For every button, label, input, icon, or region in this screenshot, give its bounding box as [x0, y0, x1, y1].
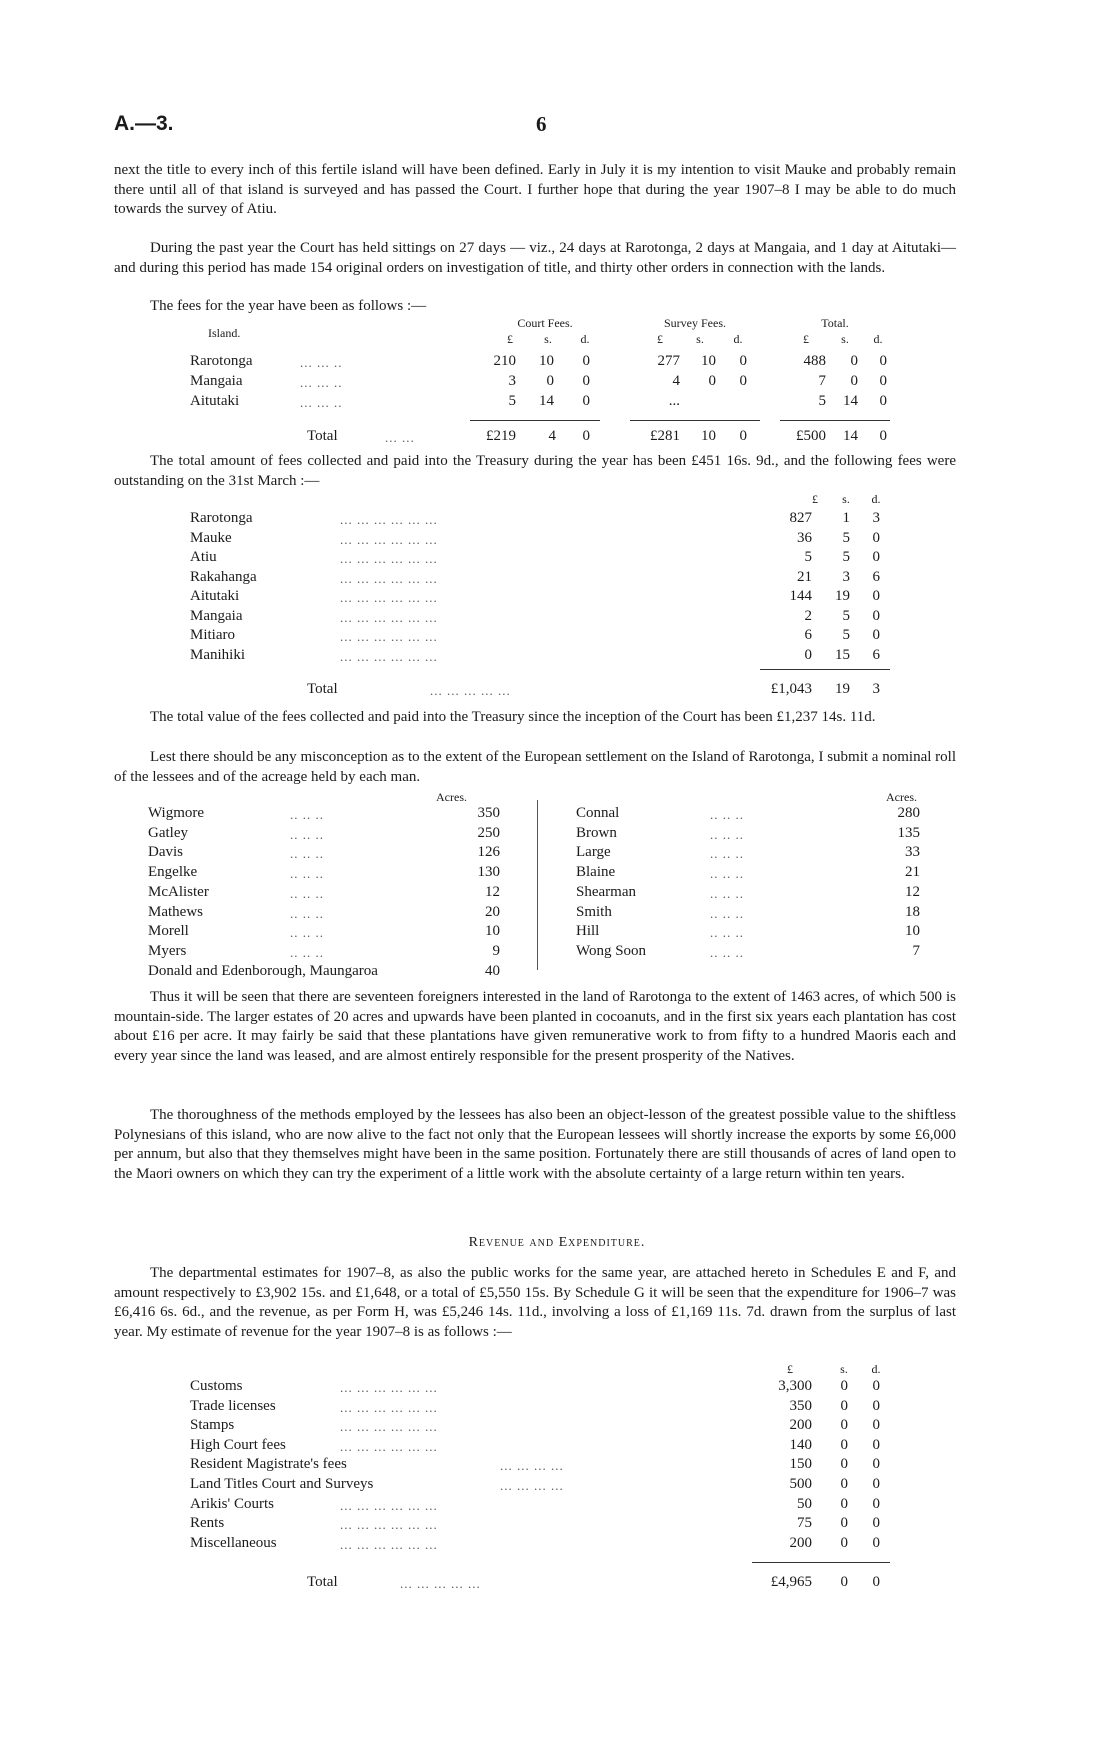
outstanding-s: 5	[842, 549, 850, 565]
leader-dots: ... ... ..	[300, 375, 343, 390]
revenue-s: 0	[840, 1436, 848, 1453]
fees-row-survey-l: 277	[657, 353, 680, 369]
lessees-acres-label-right: Acres.	[886, 790, 917, 804]
lessee-name: Smith	[576, 903, 612, 920]
outstanding-unit-d: d.	[871, 492, 881, 506]
fees-row-total-d: 0	[879, 353, 887, 369]
lessee-name: Hill	[576, 923, 600, 940]
fees-row-total-d: 0	[879, 373, 887, 389]
revenue-l: 75	[797, 1515, 812, 1532]
sittings-paragraph: During the past year the Court has held sittings on 27 days — viz., 24 days at Rarotonga, 2 days at Mangaia, and 1 day at Aitutaki—and during this period has made 154 original orders on investigation of title, and thirty other orders in connection with the lands.	[114, 240, 956, 276]
leader-dots: ... ... ... ... ...	[400, 1576, 481, 1591]
lessee-acres: 9	[492, 942, 500, 959]
fees-unit-l: £	[507, 332, 513, 346]
fees-col-court: Court Fees.	[517, 316, 573, 330]
lessee-name: Gatley	[148, 824, 188, 841]
leader-dots: .. .. ..	[710, 885, 744, 901]
outstanding-s: 5	[842, 627, 850, 643]
fees-unit-d: d.	[873, 332, 883, 346]
fees-unit-l: £	[657, 332, 663, 346]
lessee-acres: 12	[485, 883, 500, 900]
outstanding-unit-s: s.	[842, 492, 850, 506]
outstanding-island: Rakahanga	[190, 568, 257, 585]
outstanding-l: 21	[797, 568, 812, 585]
outstanding-island: Rarotonga	[190, 510, 253, 526]
revenue-s: 0	[840, 1378, 848, 1394]
lessee-name: Blaine	[576, 864, 616, 881]
revenue-s: 0	[840, 1476, 848, 1492]
fees-row-court-l: 3	[508, 373, 516, 389]
outstanding-total-d: 3	[872, 681, 880, 697]
fees-total-court-l: £219	[486, 428, 516, 444]
outstanding-island: Aitutaki	[190, 588, 240, 604]
revenue-l: 500	[789, 1476, 812, 1492]
fees-unit-d: d.	[733, 332, 743, 346]
lessee-acres: 280	[897, 805, 920, 821]
section-heading: Revenue and Expenditure.	[468, 1235, 646, 1250]
leader-dots: ... ... ... ... ... ...	[340, 1536, 438, 1552]
fees-col-total: Total.	[821, 316, 849, 330]
leader-dots: ... ... ..	[300, 395, 343, 410]
collected-paragraph: The total amount of fees collected and paid into the Treasury during the year has been £451 16s. 9d., and the following fees were outstanding on the 31st March :—	[114, 453, 956, 489]
lessee-acres: 10	[485, 923, 500, 940]
revenue-unit-d: d.	[871, 1362, 881, 1376]
lessee-acres: 126	[477, 844, 500, 861]
fees-unit-s: s.	[696, 332, 704, 346]
lest-paragraph: Lest there should be any misconception as to the extent of the European settlement on the Island of Rarotonga, I submit a nominal roll of the lessees and of the acreage held by each man.	[114, 749, 956, 785]
leader-dots: ... ... ... ... ... ...	[340, 1438, 438, 1454]
lessee-name: Connal	[576, 805, 620, 821]
lessee-name: Engelke	[148, 864, 198, 881]
lessee-name: Morell	[148, 923, 189, 940]
intro-paragraph: next the title to every inch of this fertile island will have been defined. Early in July it is my intention to visit Mauke and probably remain there until all of that island is surveyed and has passed the Court. I further hope that during the year 1907–8 I may be able to do much towards the survey of Atiu.	[114, 162, 956, 218]
leader-dots: .. .. ..	[290, 866, 324, 882]
fees-row-court-d: 0	[582, 373, 590, 389]
fees-unit-s: s.	[544, 332, 552, 346]
fees-unit-l: £	[803, 332, 809, 346]
fees-total-survey-d: 0	[739, 428, 747, 444]
leader-dots: .. .. ..	[290, 826, 324, 842]
fees-total-court-d: 0	[582, 428, 590, 444]
lessee-acres: 20	[485, 903, 500, 920]
lessee-name: Donald and Edenborough, Maungaroa	[148, 962, 378, 979]
revenue-item: Customs	[190, 1378, 243, 1394]
outstanding-s: 19	[835, 588, 850, 604]
revenue-rule	[752, 1562, 890, 1563]
leader-dots: .. .. ..	[290, 905, 324, 921]
leader-dots: .. .. ..	[290, 846, 324, 862]
fees-row-survey-l: ...	[668, 393, 680, 409]
lessee-acres: 350	[477, 805, 500, 821]
outstanding-d: 3	[872, 510, 880, 526]
outstanding-d: 0	[872, 549, 880, 565]
outstanding-d: 6	[872, 568, 880, 585]
fees-row-total-l: 5	[818, 393, 826, 409]
fees-row-survey-l: 4	[672, 373, 680, 389]
fees-row-court-d: 0	[582, 353, 590, 369]
revenue-d: 0	[872, 1397, 880, 1414]
revenue-item: Miscellaneous	[190, 1534, 277, 1551]
revenue-d: 0	[872, 1417, 880, 1434]
leader-dots: .. .. ..	[290, 885, 324, 901]
revenue-s: 0	[840, 1515, 848, 1532]
fees-total-court-s: 4	[548, 428, 556, 444]
fees-row-total-s: 14	[843, 393, 858, 409]
outstanding-l: 5	[804, 549, 812, 565]
outstanding-total-s: 19	[835, 681, 850, 697]
leader-dots: ... ... ... ... ... ...	[340, 609, 438, 625]
revenue-item: Land Titles Court and Surveys	[190, 1476, 374, 1492]
outstanding-l: 2	[804, 607, 812, 624]
fees-row-court-d: 0	[582, 393, 590, 409]
outstanding-rule	[760, 669, 890, 670]
fees-row-total-l: 488	[803, 353, 826, 369]
revenue-d: 0	[872, 1436, 880, 1453]
revenue-total-d: 0	[872, 1574, 880, 1590]
leader-dots: ... ... ... ... ... ...	[340, 648, 438, 664]
lessee-acres: 40	[485, 962, 500, 979]
leader-dots: .. .. ..	[290, 807, 324, 822]
outstanding-total-label: Total	[307, 681, 338, 697]
revenue-d: 0	[872, 1515, 880, 1532]
leader-dots: ... ... ... ... ...	[430, 683, 511, 698]
revenue-item: Stamps	[190, 1417, 235, 1434]
revenue-d: 0	[872, 1495, 880, 1512]
fees-unit-d: d.	[580, 332, 590, 346]
lessee-acres: 7	[912, 942, 920, 959]
revenue-s: 0	[840, 1456, 848, 1473]
leader-dots: ... ... ... ...	[500, 1478, 564, 1493]
revenue-d: 0	[872, 1534, 880, 1551]
outstanding-s: 3	[842, 568, 850, 585]
leader-dots: .. .. ..	[710, 826, 744, 842]
thus-paragraph: Thus it will be seen that there are seventeen foreigners interested in the land of Rarotonga to the extent of 1463 acres, of which 500 is mountain-side. The larger estates of 20 acres and upwards have been planted in cocoanuts, and in the first six years each plantation has cost about £16 per acre. It may fairly be said that these plantations have given remunerative work to from fifty to a hundred Maoris each and every year since the land was leased, and are almost entirely responsible for the present prosperity of the Natives.	[114, 989, 956, 1064]
leader-dots: .. .. ..	[290, 944, 324, 960]
outstanding-island: Mitiaro	[190, 627, 235, 643]
revenue-d: 0	[872, 1476, 880, 1492]
lessee-acres: 18	[905, 903, 920, 920]
outstanding-s: 1	[842, 510, 850, 526]
revenue-d: 0	[872, 1456, 880, 1473]
fees-total-total-l: £500	[796, 428, 826, 444]
leader-dots: ... ...	[385, 430, 415, 445]
fees-row-survey-s: 0	[708, 373, 716, 389]
lessee-name: Davis	[148, 844, 183, 861]
outstanding-l: 827	[789, 510, 812, 526]
fees-total-rule	[780, 420, 890, 421]
revenue-l: 140	[789, 1436, 812, 1453]
fees-row-court-s: 10	[539, 353, 554, 369]
outstanding-island: Manihiki	[190, 646, 245, 663]
leader-dots: ... ... ..	[300, 355, 343, 370]
leader-dots: ... ... ... ... ... ...	[340, 629, 438, 644]
revenue-l: 150	[789, 1456, 812, 1473]
leader-dots: ... ... ... ... ... ...	[340, 1517, 438, 1533]
outstanding-d: 6	[872, 646, 880, 663]
fees-total-survey-l: £281	[650, 428, 680, 444]
fees-row-total-s: 0	[850, 353, 858, 369]
lessee-acres: 12	[905, 883, 920, 900]
fees-row-island: Mangaia	[190, 373, 243, 389]
leader-dots: .. .. ..	[710, 807, 744, 822]
leader-dots: ... ... ... ... ... ...	[340, 551, 438, 566]
departmental-paragraph: The departmental estimates for 1907–8, as also the public works for the same year, are attached hereto in Schedules E and F, and amount respectively to £3,902 15s. and £1,648, or a total of £5,550 15s. By Schedule G it will be seen that the expenditure for 1906–7 was £6,416 6s. 6d., and the revenue, as per Form H, was £5,246 14s. 11d., involving a loss of £1,169 11s. 7d. drawn from the surplus of last year. My estimate of revenue for the year 1907–8 is as follows :—	[114, 1265, 956, 1340]
outstanding-island: Mauke	[190, 529, 232, 546]
revenue-l: 3,300	[778, 1378, 812, 1394]
fees-row-court-s: 14	[539, 393, 554, 409]
fees-row-survey-s: 10	[701, 353, 716, 369]
lessees-column-divider	[537, 800, 538, 970]
outstanding-d: 0	[872, 529, 880, 546]
outstanding-island: Atiu	[190, 549, 217, 565]
revenue-s: 0	[840, 1534, 848, 1551]
leader-dots: ... ... ... ... ... ...	[340, 531, 438, 547]
lessee-acres: 130	[477, 864, 500, 881]
leader-dots: ... ... ... ... ... ...	[340, 1399, 438, 1415]
fees-court-rule	[470, 420, 600, 421]
revenue-s: 0	[840, 1417, 848, 1434]
lessee-name: McAlister	[148, 883, 209, 900]
fees-total-total-s: 14	[843, 428, 858, 444]
lessee-acres: 250	[477, 824, 500, 841]
lessees-acres-label-left: Acres.	[436, 790, 467, 804]
lessee-name: Mathews	[148, 903, 203, 920]
lessee-acres: 135	[897, 824, 920, 841]
leader-dots: .. .. ..	[710, 925, 744, 941]
thoroughness-paragraph: The thoroughness of the methods employed by the lessees has also been an object-lesson of the greatest possible value to the shiftless Polynesians of this island, who are now alive to the fact not only that the European lessees will shortly increase the exports by some £6,000 per annum, but also that they themselves might have been in the same position. Fortunately there are still thousands of acres of land open to the Maori owners on which they can try the experiment of a little work with the absolute certainty of a large return within ten years.	[114, 1107, 956, 1182]
revenue-unit-s: s.	[840, 1362, 848, 1376]
fees-intro: The fees for the year have been as follows :—	[150, 298, 427, 314]
fees-row-total-d: 0	[879, 393, 887, 409]
outstanding-d: 0	[872, 627, 880, 643]
outstanding-d: 0	[872, 607, 880, 624]
fees-col-survey: Survey Fees.	[664, 316, 726, 330]
leader-dots: ... ... ... ... ... ...	[340, 1419, 438, 1435]
outstanding-d: 0	[872, 588, 880, 604]
fees-row-total-l: 7	[818, 373, 826, 389]
fees-survey-rule	[630, 420, 760, 421]
outstanding-unit-l: £	[812, 492, 818, 506]
leader-dots: ... ... ... ...	[500, 1458, 564, 1474]
fees-row-survey-d: 0	[739, 373, 747, 389]
document-reference: A.—3.	[114, 112, 174, 135]
revenue-l: 50	[797, 1495, 812, 1512]
lessee-name: Wigmore	[148, 805, 205, 821]
fees-unit-s: s.	[841, 332, 849, 346]
revenue-item: Rents	[190, 1515, 225, 1532]
revenue-s: 0	[840, 1397, 848, 1414]
fees-total-total-d: 0	[879, 428, 887, 444]
revenue-unit-l: £	[787, 1362, 793, 1376]
lessee-name: Brown	[576, 824, 617, 841]
since-paragraph: The total value of the fees collected and paid into the Treasury since the inception of the Court has been £1,237 14s. 11d.	[150, 709, 876, 725]
fees-row-island: Aitutaki	[190, 393, 240, 409]
revenue-total-s: 0	[840, 1574, 848, 1590]
leader-dots: ... ... ... ... ... ...	[340, 512, 438, 527]
revenue-total-l: £4,965	[770, 1574, 812, 1590]
outstanding-l: 0	[804, 646, 812, 663]
revenue-total-label: Total	[307, 1574, 338, 1590]
outstanding-s: 15	[835, 646, 850, 663]
lessee-name: Large	[576, 844, 611, 861]
fees-total-survey-s: 10	[701, 428, 716, 444]
lessee-name: Shearman	[576, 883, 636, 900]
revenue-l: 200	[789, 1417, 812, 1434]
outstanding-l: 6	[804, 627, 812, 643]
lessee-acres: 33	[905, 844, 920, 861]
leader-dots: ... ... ... ... ... ...	[340, 1380, 438, 1395]
leader-dots: ... ... ... ... ... ...	[340, 590, 438, 605]
lessee-acres: 21	[905, 864, 920, 881]
fees-row-court-l: 210	[493, 353, 516, 369]
revenue-s: 0	[840, 1495, 848, 1512]
outstanding-l: 36	[797, 529, 812, 546]
fees-row-survey-d: 0	[739, 353, 747, 369]
fees-row-island: Rarotonga	[190, 353, 253, 369]
revenue-l: 200	[789, 1534, 812, 1551]
fees-row-total-s: 0	[850, 373, 858, 389]
fees-col-island: Island.	[208, 326, 241, 340]
fees-row-court-s: 0	[546, 373, 554, 389]
lessee-acres: 10	[905, 923, 920, 940]
leader-dots: .. .. ..	[710, 944, 744, 960]
outstanding-l: 144	[789, 588, 812, 604]
page-number: 6	[536, 112, 547, 136]
fees-total-label: Total	[307, 428, 338, 444]
leader-dots: .. .. ..	[710, 866, 744, 882]
lessee-name: Wong Soon	[576, 942, 647, 959]
lessee-name: Myers	[148, 942, 187, 959]
leader-dots: ... ... ... ... ... ...	[340, 1497, 438, 1513]
leader-dots: .. .. ..	[290, 925, 324, 941]
revenue-item: Trade licenses	[190, 1397, 276, 1414]
outstanding-s: 5	[842, 607, 850, 624]
revenue-l: 350	[789, 1397, 812, 1414]
revenue-item: High Court fees	[190, 1436, 286, 1453]
leader-dots: ... ... ... ... ... ...	[340, 570, 438, 586]
revenue-item: Resident Magistrate's fees	[190, 1456, 347, 1473]
leader-dots: .. .. ..	[710, 905, 744, 921]
revenue-d: 0	[872, 1378, 880, 1394]
outstanding-total-l: £1,043	[770, 681, 812, 697]
outstanding-island: Mangaia	[190, 607, 243, 624]
revenue-item: Arikis' Courts	[190, 1495, 274, 1512]
outstanding-s: 5	[842, 529, 850, 546]
fees-row-court-l: 5	[508, 393, 516, 409]
leader-dots: .. .. ..	[710, 846, 744, 862]
